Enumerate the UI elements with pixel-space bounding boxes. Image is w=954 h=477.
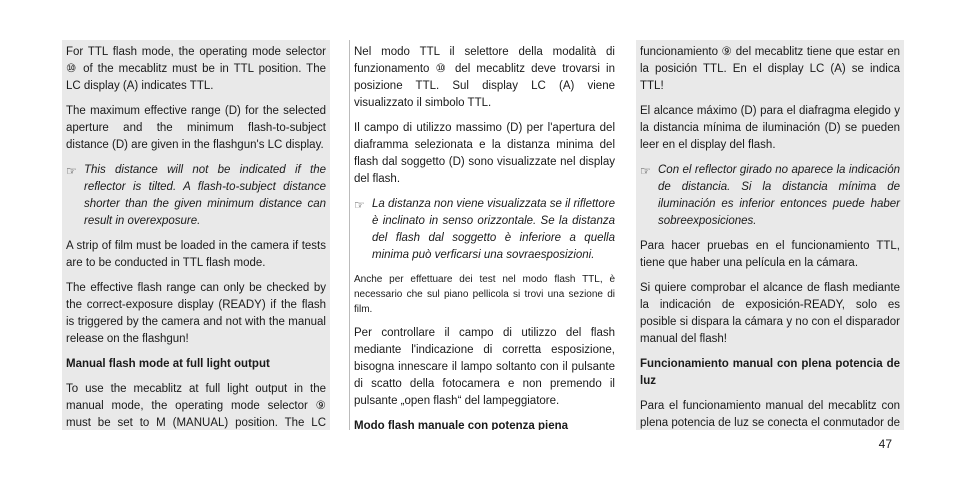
note — [354, 196, 615, 264]
paragraph: Il campo di utilizzo massimo (D) per l'apertura del diaframma selezionata e la distanza minima del flash dal soggetto (D) sono visualizzate nel display del flash. — [354, 122, 615, 185]
paragraph: funcionamiento ⑨ del mecablitz tiene que estar en la posición TTL. En el display LC (A) se indica TTL! — [640, 46, 900, 92]
page-number: 47 — [878, 437, 892, 451]
paragraph: A strip of film must be loaded in the camera if tests are to be conducted in TTL flash mode. — [66, 240, 326, 269]
note-text: This distance will not be indicated if the reflector is tilted. A flash-to-subject distance shorter than the given minimum distance can result in overexposure. — [84, 164, 326, 227]
paragraph: The effective flash range can only be checked by the correct-exposure display (READY) if the flash is triggered by the camera and not with the manual release on the flashgun! — [66, 282, 326, 345]
paragraph: Si quiere comprobar el alcance de flash mediante la indicación de exposición-READY, solo es posible si dispara la cámara y no con el disparador manual del flash! — [640, 282, 900, 345]
pointing-hand-icon: ☞ — [354, 198, 365, 212]
pointing-hand-icon: ☞ — [66, 164, 77, 178]
section-heading: Modo flash manuale con potenza piena — [354, 420, 569, 430]
note-text: Con el reflector girado no aparece la indicación de distancia. Si la distancia mínima de iluminación es inferior entonces puede haber sobreexposiciones. — [658, 164, 900, 227]
section-heading: Manual flash mode at full light output — [66, 358, 270, 370]
note — [66, 162, 326, 230]
paragraph: Per controllare il campo di utilizzo del flash mediante l'indicazione di corretta esposizione, bisogna innescare il lampo soltanto con il pulsante di scatto della fotocamera e non premendo il pulsante „open flash“ del lampeggiatore. — [354, 327, 615, 407]
pointing-hand-icon: ☞ — [640, 164, 651, 178]
column-spanish — [636, 40, 904, 430]
note-text: La distanza non viene visualizzata se il riflettore è inclinato in senso orizzontale. Se la distanza del flash dal soggetto è inferiore a quella minima può verficarsi una sovraesposizioni. — [372, 198, 615, 261]
column-italian — [349, 40, 619, 430]
section-heading: Funcionamiento manual con plena potencia de luz — [640, 358, 900, 387]
paragraph: El alcance máximo (D) para el diafragma elegido y la distancia mínima de iluminación (D) se pueden leer en el display del flash. — [640, 105, 900, 151]
paragraph: To use the mecablitz at full light output in the manual mode, the operating mode selector ⑨ must be set to M (MANUAL) position. The LC — [66, 383, 326, 429]
paragraph: The maximum effective range (D) for the selected aperture and the minimum flash-to-subject distance (D) are given in the flashgun's LC display. — [66, 105, 326, 151]
paragraph: For TTL flash mode, the operating mode selector ⑩ of the mecablitz must be in TTL position. The LC display (A) indicates TTL. — [66, 46, 326, 92]
paragraph: Anche per effettuare dei test nel modo flash TTL, è necessario che sul piano pellicola si trovi una sezione di film. — [354, 274, 615, 315]
note — [640, 162, 900, 230]
column-english — [62, 40, 330, 430]
paragraph: Nel modo TTL il selettore della modalità di funzionamento ⑩ del mecablitz deve trovarsi in posizione TTL. Sul display LC (A) viene visualizzato il simbolo TTL. — [354, 46, 615, 109]
paragraph: Para el funcionamiento manual del mecablitz con plena potencia de luz se conecta el conmutador de — [640, 400, 900, 429]
paragraph: Para hacer pruebas en el funcionamiento TTL, tiene que haber una película en la cámara. — [640, 240, 900, 269]
